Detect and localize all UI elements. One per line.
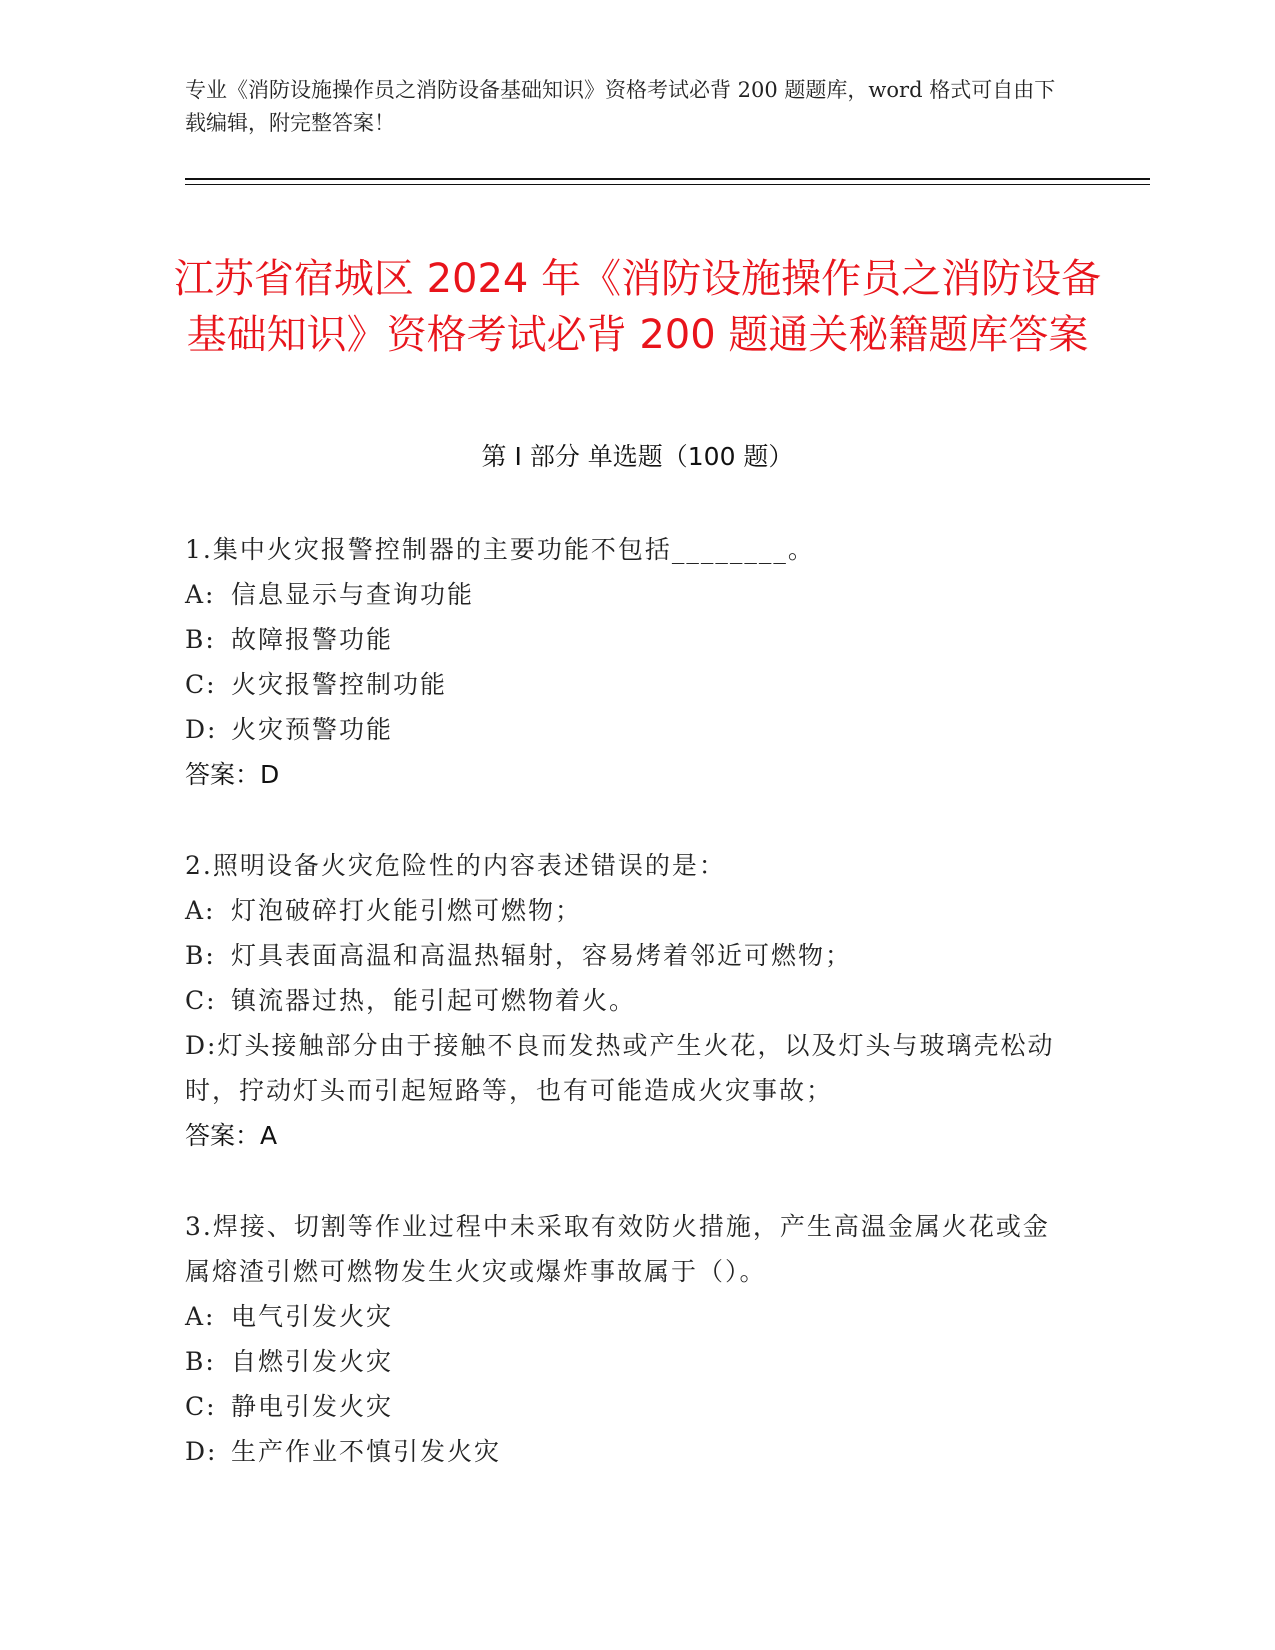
option-letter: C: [185, 1392, 217, 1421]
option-c [185, 662, 1065, 707]
option-letter: A: [185, 1302, 216, 1331]
option-text: 电气引发火灾 [231, 1302, 394, 1331]
option-c [185, 1384, 1065, 1429]
document-title: 江苏省宿城区 2024 年《消防设施操作员之消防设备基础知识》资格考试必背 200 题通关秘籍题库答案 [173, 255, 1102, 358]
question-stem: 1.集中火灾报警控制器的主要功能不包括________。 [185, 535, 815, 564]
option-text: 静电引发火灾 [231, 1392, 394, 1421]
question-stem: 2.照明设备火灾危险性的内容表述错误的是： [185, 851, 726, 880]
header-rule-thin [185, 184, 1150, 185]
answer-line: 答案：A [185, 1121, 278, 1150]
option-letter: A: [185, 896, 216, 925]
option-c [185, 978, 1065, 1023]
option-a [185, 572, 1065, 617]
option-letter: B: [185, 941, 216, 970]
option-letter: D: [185, 1437, 218, 1466]
question-2 [185, 843, 1065, 1158]
option-text: 火灾报警控制功能 [231, 670, 448, 699]
question-1 [185, 527, 1065, 797]
question-3 [185, 1204, 1065, 1474]
option-letter: D: [185, 715, 218, 744]
option-a [185, 888, 1065, 933]
option-d [185, 1023, 1065, 1113]
option-letter: C: [185, 986, 217, 1015]
option-letter: C: [185, 670, 217, 699]
option-d [185, 707, 1065, 752]
option-b [185, 1339, 1065, 1384]
question-stem: 3.焊接、切割等作业过程中未采取有效防火措施，产生高温金属火花或金属熔渣引燃可燃物发生火灾或爆炸事故属于（）。 [185, 1212, 1050, 1286]
option-letter: A: [185, 580, 216, 609]
option-b [185, 933, 1065, 978]
option-letter: B: [185, 1347, 216, 1376]
option-text: 灯具表面高温和高温热辐射，容易烤着邻近可燃物； [231, 941, 853, 970]
section-title: 第 I 部分 单选题（100 题） [481, 442, 794, 471]
header-rule-thick [185, 178, 1150, 180]
option-a [185, 1294, 1065, 1339]
option-letter: D: [185, 1031, 218, 1060]
answer-line: 答案：D [185, 760, 280, 789]
option-text: 灯泡破碎打火能引燃可燃物； [231, 896, 583, 925]
option-text: 信息显示与查询功能 [231, 580, 475, 609]
option-text: 灯头接触部分由于接触不良而发热或产生火花，以及灯头与玻璃壳松动时，拧动灯头而引起短路等，也有可能造成火灾事故； [185, 1031, 1055, 1105]
option-text: 火灾预警功能 [231, 715, 394, 744]
option-text: 故障报警功能 [231, 625, 394, 654]
option-d [185, 1429, 1065, 1474]
option-letter: B: [185, 625, 216, 654]
header-note: 专业《消防设施操作员之消防设备基础知识》资格考试必背 200 题题库，word 格式可自由下载编辑，附完整答案！ [185, 78, 1056, 135]
option-text: 生产作业不慎引发火灾 [231, 1437, 502, 1466]
option-text: 镇流器过热，能引起可燃物着火。 [231, 986, 637, 1015]
question-list [185, 527, 1065, 1520]
option-text: 自燃引发火灾 [231, 1347, 394, 1376]
option-b [185, 617, 1065, 662]
